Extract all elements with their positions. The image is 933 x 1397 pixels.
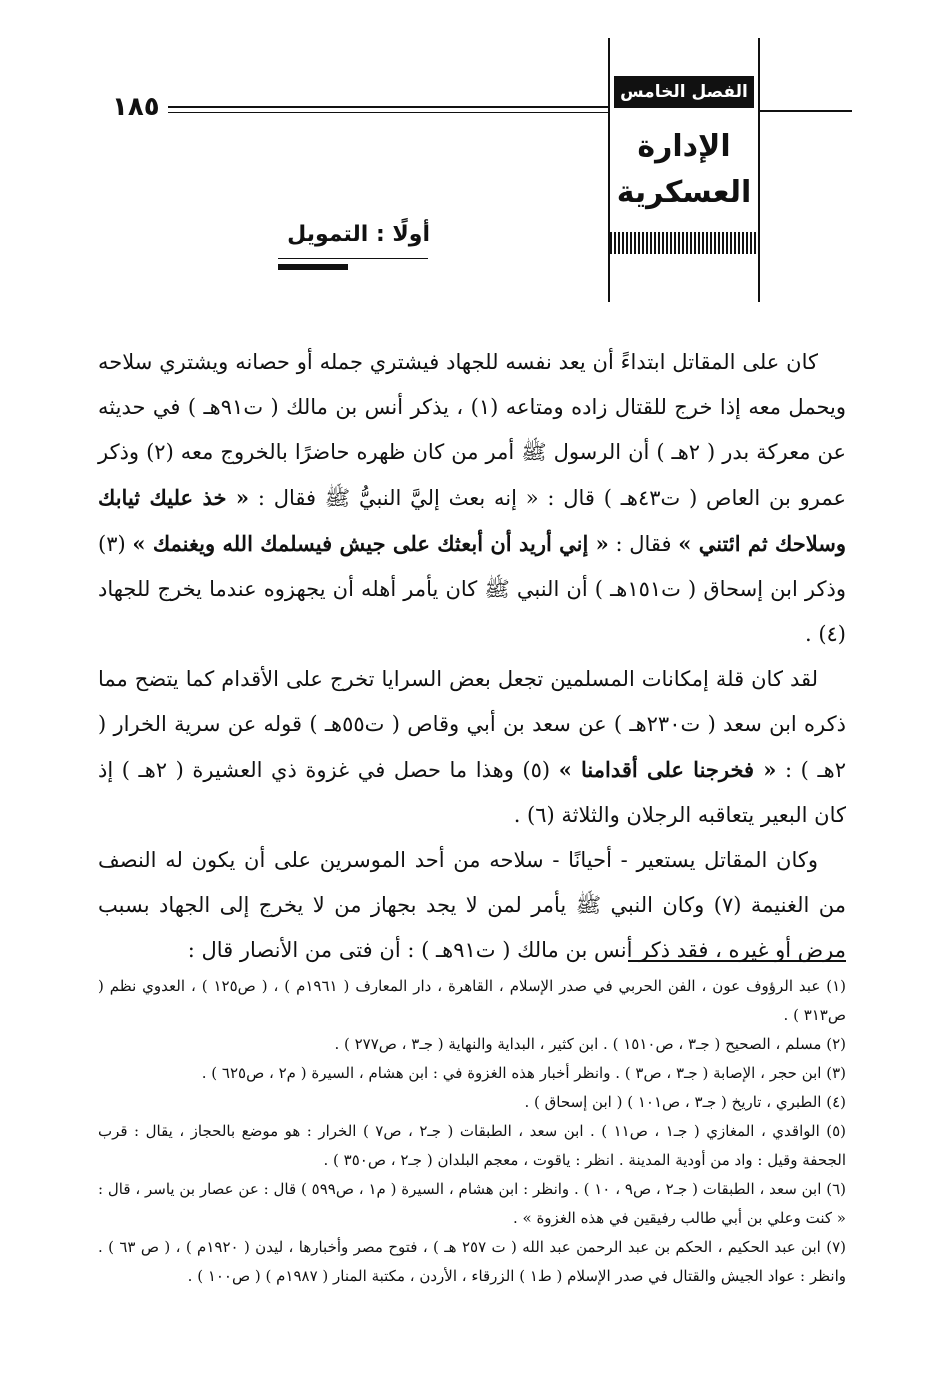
chapter-title-line1: الإدارة	[637, 129, 731, 164]
chapter-title-line2: العسكرية	[616, 175, 752, 210]
text-run: (٥) وهذا ما حصل في غزوة ذي العشيرة ( ٢هـ ) إذ كان البعير يتعاقبه الرجلان والثلاثة (٦) .	[98, 758, 846, 827]
header-rule	[168, 106, 608, 108]
footnote: (٣) ابن حجر ، الإصابة ( جـ٣ ، ص٣ ) . وانظر أخبار هذه الغزوة في : ابن هشام ، السيرة ( م٢ ، ص٦٢٥ ) .	[201, 1064, 846, 1082]
paragraph	[98, 340, 846, 657]
section-underline	[278, 258, 428, 259]
bold-quote: « خذ عليك ثيابك وسلاحك ثم ائتني »	[98, 485, 847, 556]
footnote: (٢) مسلم ، الصحيح ( جـ٣ ، ص١٥١٠ ) . ابن كثير ، البداية والنهاية ( جـ٣ ، ص٢٧٧ ) .	[334, 1035, 846, 1053]
text-run: (٣) وذكر ابن إسحاق ( ت١٥١هـ ) أن النبي ﷺ كان يأمر أهله أن يجهزوه عندما يخرج للجهاد (٤) .	[98, 532, 846, 646]
text-run: فقال :	[608, 532, 679, 556]
footnote: (٧) ابن عبد الحكيم ، الحكم بن عبد الرحمن عبد الله ( ت ٢٥٧ هـ ) ، فتوح مصر وأخبارها ، ليدن ( ١٩٢٠م ) ، ( ص ٦٣ ) . وانظر : عواد الجيش والقتال في صدر الإسلام ( ط١ ) الزرقاء ، الأردن ، مكتبة المنار ( ١٩٨٧م ) ( ص١٠٠ ) .	[98, 1238, 846, 1285]
bold-quote: « فخرجنا على أقدامنا »	[558, 757, 777, 782]
text-run: كان على المقاتل ابتداءً أن يعد نفسه للجهاد فيشتري جمله أو حصانه ويشتري سلاحه ويحمل معه إذا خرج للقتال زاده ومتاعه (١) ، يذكر أنس بن مالك ( ت٩١هـ ) في حديثه عن معركة بدر ( ٢هـ ) أن الرسول ﷺ أمر من كان ظهره حاضرًا بالخروج معه (٢) وذكر عمرو بن العاص ( ت٤٣هـ ) قال : « إنه بعث إليَّ النبيُّ ﷺ فقال :	[98, 350, 847, 510]
section-heading: أولًا : التمويل	[287, 222, 430, 247]
bold-quote: « إني أريد أن أبعثك على جيش فيسلمك الله ويغنمك »	[132, 531, 609, 556]
text-run: لقد كان قلة إمكانات المسلمين تجعل بعض السرايا تخرج على الأقدام كما يتضح مما ذكره ابن سعد ( ت٢٣٠هـ ) عن سعد بن أبي وقاص ( ت٥٥هـ ) قوله عن سرية الخرار ( ٢هـ ) :	[98, 667, 846, 782]
footnote: (١) عبد الرؤوف عون ، الفن الحربي في صدر الإسلام ، القاهرة ، دار المعارف ( ١٩٦١م ) ، ( ص١٢٥ ) ، العدوي نظم ( ص٣١٣ ) .	[98, 977, 846, 1024]
text-run: وكان المقاتل يستعير - أحيانًا - سلاحه من أحد الموسرين على أن يكون له النصف من الغنيمة (٧) وكان النبي ﷺ يأمر لمن لا يجد بجهاز من لا يخرج إلى الجهاد بسبب مرض أو غيره ، فقد ذكر أنس بن مالك ( ت٩١هـ ) : أن فتى من الأنصار قال :	[98, 848, 846, 962]
footnote: (٥) الواقدي ، المغازي ( جـ١ ، ص١١ ) . ابن سعد ، الطبقات ( جـ٢ ، ص٧ ) الخرار : هو موضع بالحجاز ، يقال : قرب الجحفة وقيل : واد من أودية المدينة . انظر : ياقوت ، معجم البلدان ( جـ٢ ، ص٣٥٠ ) .	[98, 1122, 847, 1169]
footnotes	[98, 972, 846, 1291]
chapter-label: الفصل الخامس	[614, 76, 754, 108]
footnote: (٤) الطبري ، تاريخ ( جـ٣ ، ص١٠١ ) ( ابن إسحاق ) .	[524, 1093, 846, 1111]
chapter-title	[610, 124, 758, 216]
page-number: ١٨٥	[112, 92, 160, 122]
header-rule-thin	[168, 112, 608, 113]
section-underline-bar	[278, 264, 348, 270]
footnote: (٦) ابن سعد ، الطبقات ( جـ٢ ، ص٩ ، ١٠ ) . وانظر : ابن هشام ، السيرة ( م١ ، ص٥٩٩ ) قال : عن عصار بن ياسر ، قال : « كنت وعلي بن أبي طالب رفيقين في هذه الغزوة » .	[98, 1180, 846, 1227]
body-text	[98, 340, 846, 973]
paragraph	[98, 657, 846, 838]
header-rule-right	[760, 110, 852, 112]
chapter-box-stripes	[610, 232, 758, 254]
paragraph	[98, 838, 846, 973]
footnote-rule	[628, 960, 846, 962]
